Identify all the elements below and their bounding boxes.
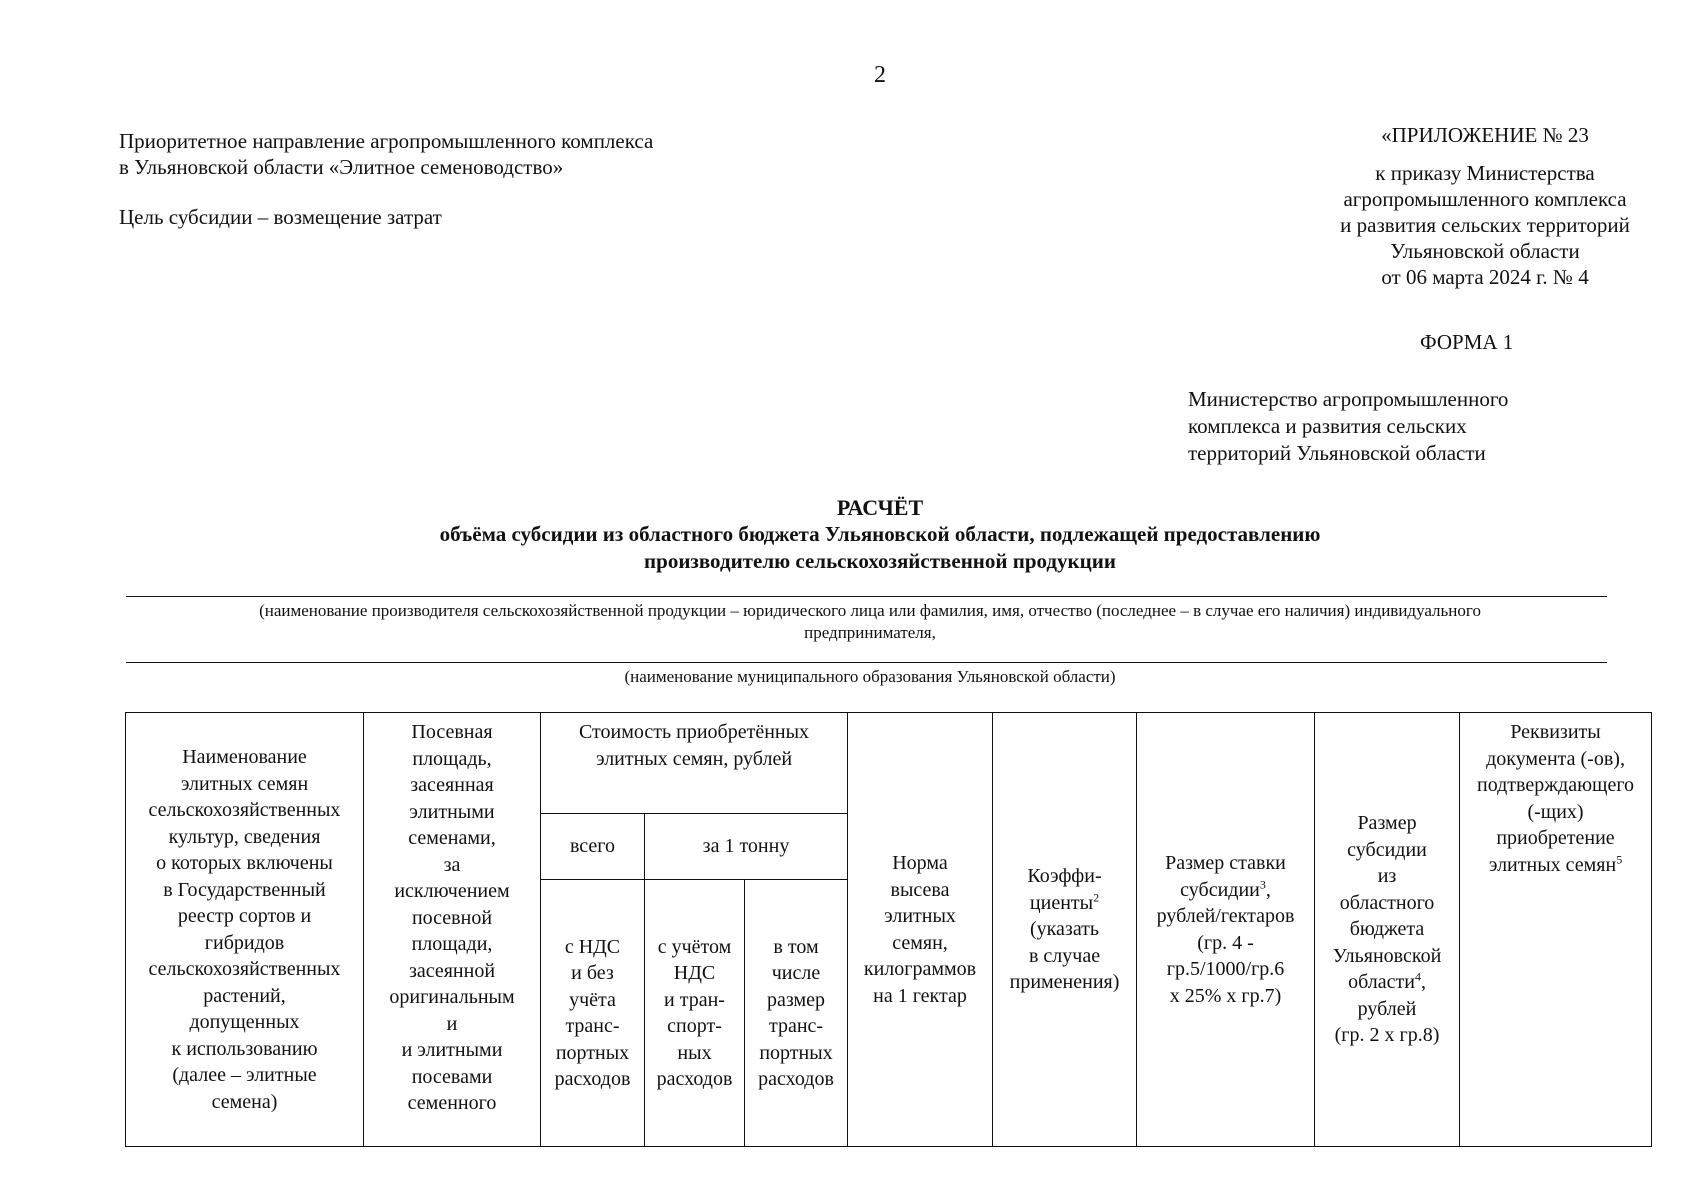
- header-line: транс-: [565, 1015, 620, 1037]
- header-line: за: [443, 853, 461, 876]
- page-number: 2: [874, 62, 886, 88]
- header-line: Посевная: [411, 721, 493, 743]
- header-line: культур, сведения: [168, 825, 321, 848]
- header-line: засеянной: [408, 959, 496, 982]
- header-line: с учётом: [657, 935, 732, 958]
- form-label: ФОРМА 1: [1420, 330, 1514, 354]
- title-line-2: объёма субсидии из областного бюджета Ульяновской области, подлежащей предоставлению: [439, 522, 1321, 546]
- header-line: высева: [890, 878, 950, 901]
- header-subsidy-amount: Размер субсидии из областного бюджета Ульяновской области$^4$, рублей (гр. 2 x гр.8): [1315, 713, 1460, 1147]
- header-line: расходов: [554, 1068, 631, 1090]
- ministry-addressee: [1188, 386, 1508, 467]
- producer-name-line[interactable]: [126, 596, 1607, 597]
- header-line: и без: [571, 962, 614, 984]
- header-line: в Государственный: [163, 878, 326, 901]
- header-line: элитных: [884, 905, 956, 927]
- priority-direction: [119, 128, 653, 230]
- header-line: расходов: [656, 1068, 733, 1090]
- header-line: расходов: [758, 1068, 834, 1090]
- approval-line: и развития сельских территорий: [1340, 213, 1630, 237]
- producer-caption-line-1: (наименование производителя сельскохозяйственной продукции – юридического лица или фамилия, имя, отчество (последнее – в случае его наличия) индивидуального: [259, 601, 1481, 620]
- header-sown-area: [364, 713, 541, 1147]
- producer-caption-line-2: предпринимателя,: [804, 623, 936, 642]
- priority-line-1: Приоритетное направление агропромышленного комплекса: [119, 129, 654, 153]
- header-line: и тран-: [664, 988, 725, 1011]
- ministry-line: комплекса и развития сельских: [1188, 414, 1467, 438]
- header-line: засеянная: [410, 774, 494, 796]
- approval-line: от 06 марта 2024 г. № 4: [1381, 265, 1589, 289]
- header-line: семян,: [892, 931, 948, 954]
- appendix-header: [1295, 122, 1675, 290]
- header-line: сельскохозяйственных: [148, 958, 341, 980]
- title-main: РАСЧЁТ: [836, 495, 924, 520]
- header-line: элитных семян, рублей: [595, 747, 793, 770]
- approval-line: к приказу Министерства: [1375, 161, 1595, 185]
- header-line: Наименование: [182, 746, 307, 768]
- header-subsidy-rate: Размер ставки субсидии$^3$, рублей/гектаров (гр. 4 - гр.5/1000/гр.6 x 25% x гр.7): [1137, 713, 1315, 1147]
- header-seeding-rate: [848, 713, 993, 1147]
- header-line: в том: [773, 935, 819, 958]
- header-crop-name: [126, 713, 364, 1147]
- approval-block: [1295, 160, 1675, 290]
- header-line: элитных семян: [180, 772, 309, 795]
- header-with-vat: [541, 880, 645, 1147]
- municipality-caption: (наименование муниципального образования Ульяновской области): [624, 667, 1116, 686]
- header-line: Норма: [892, 852, 948, 874]
- header-line: портных: [759, 1041, 833, 1064]
- header-seed-cost: [541, 713, 848, 814]
- header-line: исключением: [394, 880, 510, 902]
- header-line: площадь,: [412, 747, 492, 770]
- header-line: оригинальным: [389, 986, 515, 1008]
- header-total: всего: [541, 814, 645, 880]
- header-line: семена): [211, 1090, 278, 1113]
- header-line: Стоимость приобретённых: [578, 721, 810, 743]
- header-line: сельскохозяйственных: [148, 799, 341, 821]
- ministry-line: территорий Ульяновской области: [1188, 441, 1486, 465]
- header-with-vat-transport: [645, 880, 745, 1147]
- header-line: посевами: [411, 1065, 493, 1088]
- header-line: площади,: [411, 933, 493, 955]
- header-line: о которых включены: [156, 852, 333, 874]
- header-line: килограммов: [863, 958, 977, 980]
- municipality-name-line[interactable]: [126, 662, 1607, 663]
- header-line: ных: [677, 1041, 712, 1064]
- priority-line-2: в Ульяновской области «Элитное семеноводство»: [119, 155, 564, 179]
- header-line: гибридов: [204, 931, 285, 954]
- header-line: семенами,: [408, 827, 496, 849]
- header-line: и элитными: [401, 1039, 503, 1061]
- header-transport-costs: [745, 880, 848, 1147]
- header-line: (далее – элитные: [172, 1064, 317, 1086]
- header-line: семенного: [407, 1092, 497, 1114]
- header-line: учёта: [569, 988, 616, 1011]
- producer-caption: [140, 600, 1600, 644]
- header-coefficients: Коэффи- циенты$^2$ (указать в случае применения): [993, 713, 1137, 1147]
- header-line: посевной: [411, 906, 493, 929]
- header-line: к использованию: [171, 1037, 318, 1060]
- header-line: растений,: [203, 984, 286, 1007]
- subsidy-calculation-table: [125, 712, 1652, 1147]
- header-document-details: Реквизиты документа (-ов), подтверждающего (-щих) приобретение элитных семян$^5$: [1460, 713, 1652, 1147]
- title-line-3: производителю сельскохозяйственной продукции: [644, 549, 1116, 573]
- header-line: на 1 гектар: [873, 984, 967, 1007]
- header-line: с НДС: [564, 935, 621, 958]
- header-line: спорт-: [667, 1015, 722, 1037]
- document-title: [300, 494, 1460, 575]
- header-line: размер: [766, 988, 826, 1011]
- header-line: числе: [771, 962, 821, 984]
- header-line: и: [446, 1012, 458, 1035]
- appendix-title: «ПРИЛОЖЕНИЕ № 23: [1381, 123, 1589, 147]
- subsidy-goal: Цель субсидии – возмещение затрат: [119, 205, 442, 229]
- header-line: реестр сортов и: [177, 905, 312, 927]
- header-line: портных: [555, 1041, 630, 1064]
- approval-line: Ульяновской области: [1390, 239, 1580, 263]
- ministry-line: Министерство агропромышленного: [1188, 387, 1509, 411]
- header-line: НДС: [673, 962, 716, 984]
- header-line: элитными: [409, 800, 495, 823]
- approval-line: агропромышленного комплекса: [1343, 187, 1627, 211]
- header-line: допущенных: [189, 1011, 300, 1033]
- header-line: транс-: [768, 1015, 824, 1037]
- header-per-ton: за 1 тонну: [645, 814, 848, 880]
